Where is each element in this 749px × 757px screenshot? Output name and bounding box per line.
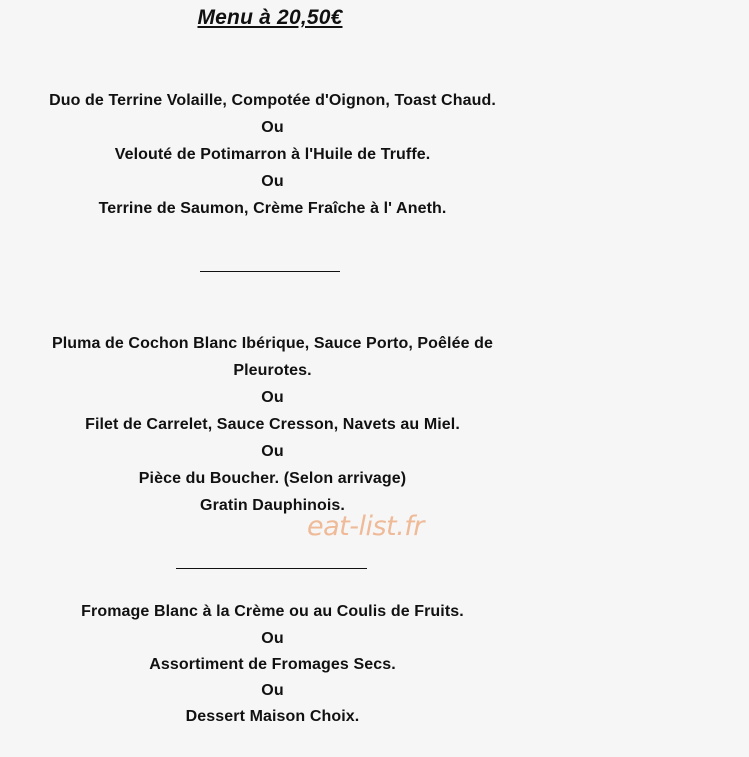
starter-or-1: Ou xyxy=(261,119,284,136)
dessert-option-3: Dessert Maison Choix. xyxy=(185,708,360,725)
watermark: eat-list.fr xyxy=(307,511,424,542)
main-option-1-line-2: Pleurotes. xyxy=(233,362,312,379)
menu-title: Menu à 20,50€ xyxy=(197,6,343,29)
main-option-1-line-1: Pluma de Cochon Blanc Ibérique, Sauce Porto, Poêlée de xyxy=(51,335,494,352)
main-or-1: Ou xyxy=(261,389,284,406)
main-option-3-line-2: Gratin Dauphinois. xyxy=(200,497,345,514)
dessert-or-2: Ou xyxy=(261,682,284,699)
section-separator-2 xyxy=(176,568,367,569)
starter-option-1: Duo de Terrine Volaille, Compotée d'Oignon, Toast Chaud. xyxy=(49,92,496,109)
main-option-3-line-1: Pièce du Boucher. (Selon arrivage) xyxy=(138,470,407,487)
main-option-2: Filet de Carrelet, Sauce Cresson, Navets au Miel. xyxy=(85,416,460,433)
dessert-option-1: Fromage Blanc à la Crème ou au Coulis de Fruits. xyxy=(81,603,464,620)
starter-or-2: Ou xyxy=(261,173,284,190)
section-separator-1 xyxy=(200,271,340,272)
starter-option-3: Terrine de Saumon, Crème Fraîche à l' Aneth. xyxy=(98,200,447,217)
dessert-option-2: Assortiment de Fromages Secs. xyxy=(149,656,396,673)
starter-option-2: Velouté de Potimarron à l'Huile de Truffe. xyxy=(114,146,431,163)
main-or-2: Ou xyxy=(261,443,284,460)
dessert-or-1: Ou xyxy=(261,630,284,647)
